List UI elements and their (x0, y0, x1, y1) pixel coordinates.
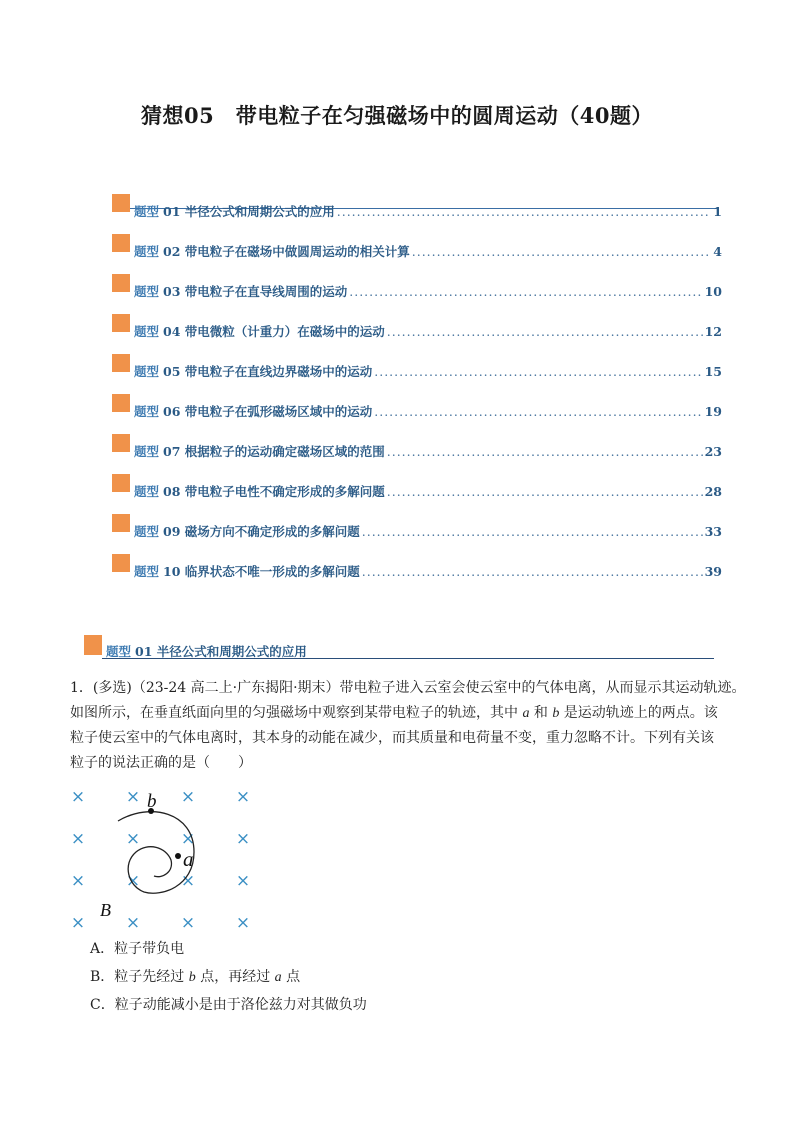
question-line-2 (70, 701, 730, 726)
toc-entry-kind: 题型 (134, 404, 160, 419)
toc-page-number: 4 (713, 244, 722, 259)
question-line-1: 1．(多选)（23-24 高二上·广东揭阳·期末）带电粒子进入云室会使云室中的气体电离，从而显示其运动轨迹。 (70, 680, 746, 696)
toc-marker-icon (112, 274, 130, 292)
toc-leader-dots (374, 364, 702, 379)
option-a: A．粒子带负电 (90, 941, 185, 957)
toc-entry-label: 01 半径公式和周期公式的应用 (163, 204, 335, 219)
toc-entry-text (134, 522, 722, 540)
toc-entry-text (134, 402, 722, 420)
toc-entry-label: 06 带电粒子在弧形磁场区域中的运动 (163, 404, 373, 419)
question-line-4: 粒子的说法正确的是（ ） (70, 755, 252, 771)
toc-entry-text (134, 482, 722, 500)
question-line-2-pre: 如图所示，在垂直纸面向里的匀强磁场中观察到某带电粒子的轨迹，其中 (70, 705, 523, 721)
toc-page-number: 12 (704, 324, 722, 339)
toc-page-number: 10 (704, 284, 722, 299)
toc-entry[interactable] (112, 354, 722, 384)
toc-marker-icon (112, 354, 130, 372)
toc-leader-dots (387, 444, 703, 459)
toc-entry-text (134, 442, 722, 460)
toc-entry[interactable] (112, 514, 722, 544)
toc-leader-dots (387, 484, 703, 499)
option-b-pre: B．粒子先经过 (90, 969, 189, 985)
toc-marker-icon (112, 434, 130, 452)
toc-entry-label: 07 根据粒子的运动确定磁场区域的范围 (163, 444, 385, 459)
section-header (84, 633, 714, 663)
field-cross-icon: × (70, 871, 86, 891)
field-cross-icon: × (180, 913, 196, 932)
toc-marker-icon (112, 554, 130, 572)
toc-page-number: 15 (704, 364, 722, 379)
label-b: b (147, 791, 157, 812)
field-cross-icon: × (180, 871, 196, 891)
toc-marker-icon (112, 234, 130, 252)
toc-leader-dots (412, 244, 712, 259)
label-a: a (183, 847, 194, 871)
option-b-point-b: b (188, 970, 196, 985)
field-cross-icon: × (125, 871, 141, 891)
toc-entry-kind: 题型 (134, 244, 160, 259)
option-b (90, 966, 300, 986)
toc-page-number: 28 (704, 484, 722, 499)
field-cross-icon: × (235, 787, 251, 807)
toc-page-number: 23 (704, 444, 722, 459)
toc-leader-dots (374, 404, 702, 419)
toc-leader-dots (349, 284, 702, 299)
section-marker-icon (84, 635, 102, 655)
point-b-ref: b (552, 706, 560, 721)
toc-page-number: 19 (704, 404, 722, 419)
toc-entry[interactable] (112, 314, 722, 344)
question-line-3: 粒子使云室中的气体电离时，其本身的动能在减少，而其质量和电荷量不变，重力忽略不计。下列有关该 (70, 730, 714, 746)
magnetic-field-figure (66, 782, 266, 932)
toc-entry-label: 05 带电粒子在直线边界磁场中的运动 (163, 364, 373, 379)
field-cross-icon: × (70, 913, 86, 932)
toc-entry-kind: 题型 (134, 204, 160, 219)
toc-marker-icon (112, 514, 130, 532)
toc-entry-kind: 题型 (134, 364, 160, 379)
option-b-point-a: a (274, 970, 282, 985)
toc-entry-text (134, 242, 722, 260)
toc-entry-label: 03 带电粒子在直导线周围的运动 (163, 284, 348, 299)
toc-leader-dots (387, 324, 703, 339)
field-cross-icon: × (125, 787, 141, 807)
section-text: 01 半径公式和周期公式的应用 (135, 644, 307, 659)
field-cross-icon: × (235, 871, 251, 891)
toc-entry-kind: 题型 (134, 484, 160, 499)
toc-page-number: 1 (713, 204, 722, 219)
question-line-2-mid: 和 (529, 705, 553, 721)
option-b-mid: 点，再经过 (195, 969, 275, 985)
toc-entry-kind: 题型 (134, 444, 160, 459)
toc-entry-kind: 题型 (134, 524, 160, 539)
toc-entry-kind: 题型 (134, 564, 160, 579)
toc-entry-label: 10 临界状态不唯一形成的多解问题 (163, 564, 360, 579)
label-field-b: B (100, 900, 111, 920)
toc-entry-text (134, 322, 722, 340)
toc-marker-icon (112, 194, 130, 212)
field-cross-icon: × (70, 787, 86, 807)
toc-page-number: 39 (704, 564, 722, 579)
toc-entry[interactable] (112, 554, 722, 584)
toc-entry-kind: 题型 (134, 284, 160, 299)
field-cross-icon: × (125, 913, 141, 932)
toc-entry[interactable] (112, 234, 722, 264)
option-c: C．粒子动能减小是由于洛伦兹力对其做负功 (90, 997, 367, 1013)
question-body (70, 676, 746, 776)
toc-entry-text (134, 202, 722, 220)
toc-entry-text (134, 362, 722, 380)
toc-leader-dots (337, 204, 712, 219)
toc-entry[interactable] (112, 434, 722, 464)
option-b-post: 点 (281, 969, 301, 985)
toc-entry-label: 09 磁场方向不确定形成的多解问题 (163, 524, 360, 539)
field-cross-icon: × (125, 829, 141, 849)
toc-entry[interactable] (112, 394, 722, 424)
toc-leader-dots (362, 524, 703, 539)
toc-page-number: 33 (704, 524, 722, 539)
field-cross-icon: × (180, 787, 196, 807)
toc-marker-icon (112, 474, 130, 492)
toc-entry-text (134, 282, 722, 300)
section-kind: 题型 (106, 644, 132, 659)
page-title: 猜想05 带电粒子在匀强磁场中的圆周运动（40题） (141, 103, 653, 128)
question-line-2-post: 是运动轨迹上的两点。该 (559, 705, 718, 721)
field-cross-icon: × (70, 829, 86, 849)
toc-entry-label: 02 带电粒子在磁场中做圆周运动的相关计算 (163, 244, 410, 259)
section-rule (102, 658, 714, 659)
toc-leader-dots (362, 564, 703, 579)
toc-entry-label: 04 带电微粒（计重力）在磁场中的运动 (163, 324, 385, 339)
field-crosses (71, 787, 250, 932)
point-a-marker (175, 853, 181, 859)
toc-entry-label: 08 带电粒子电性不确定形成的多解问题 (163, 484, 385, 499)
field-cross-icon: × (235, 829, 251, 849)
toc-entry[interactable] (112, 474, 722, 504)
toc-entry-text (134, 562, 722, 580)
field-cross-icon: × (235, 913, 251, 932)
toc-marker-icon (112, 394, 130, 412)
field-cross-icon: × (180, 829, 196, 849)
toc-entry[interactable] (112, 274, 722, 304)
toc-entry[interactable] (112, 194, 722, 224)
toc-marker-icon (112, 314, 130, 332)
point-a-ref: a (522, 706, 530, 721)
toc-entry-kind: 题型 (134, 324, 160, 339)
